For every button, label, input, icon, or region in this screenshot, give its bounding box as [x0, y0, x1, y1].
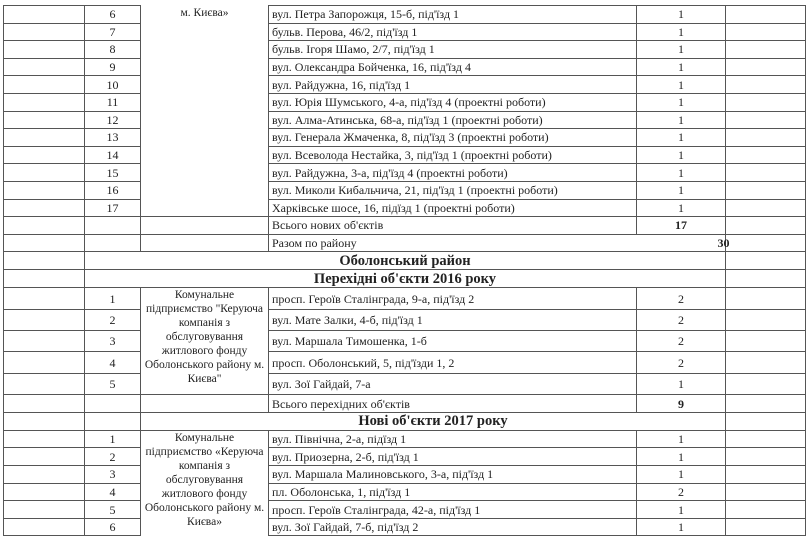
blank-cell	[4, 93, 85, 111]
row-number: 1	[85, 430, 141, 448]
table-row	[4, 111, 806, 129]
blank-cell	[4, 234, 85, 252]
district-title: Оболонський район	[85, 252, 726, 270]
address-cell: вул. Алма-Атинська, 68-а, під'їзд 1 (проектні роботи)	[269, 111, 637, 129]
district-header-row	[4, 252, 806, 270]
table-row	[4, 76, 806, 94]
table-row	[4, 164, 806, 182]
district-total-label: Разом по району	[272, 236, 357, 251]
row-number: 1	[85, 288, 141, 309]
blank-cell	[726, 217, 806, 235]
blank-cell	[726, 41, 806, 59]
address-cell: вул. Мате Залки, 4-б, під'їзд 1	[269, 309, 637, 330]
table-row	[4, 41, 806, 59]
total-new-row	[4, 217, 806, 235]
address-cell: бульв. Перова, 46/2, під'їзд 1	[269, 23, 637, 41]
address-cell: вул. Зої Гайдай, 7-а	[269, 373, 637, 394]
blank-cell	[4, 199, 85, 217]
blank-cell	[4, 288, 85, 309]
new-objects-title: Нові об'єкти 2017 року	[141, 412, 726, 430]
transitional-title: Перехідні об'єкти 2016 року	[85, 270, 726, 288]
count-cell: 1	[637, 501, 726, 519]
address-cell: вул. Райдужна, 16, під'їзд 1	[269, 76, 637, 94]
blank-cell	[4, 373, 85, 394]
address-cell: вул. Олександра Бойченка, 16, під'їзд 4	[269, 58, 637, 76]
count-cell: 2	[637, 352, 726, 373]
address-cell: просп. Героїв Сталінграда, 9-а, під'їзд 2	[269, 288, 637, 309]
blank-cell	[85, 412, 141, 430]
count-cell: 1	[637, 146, 726, 164]
table-row	[4, 518, 806, 536]
address-cell: вул. Приозерна, 2-б, під'їзд 1	[269, 448, 637, 466]
blank-cell	[726, 395, 806, 413]
blank-cell	[726, 111, 806, 129]
table-row	[4, 146, 806, 164]
district-total-cell	[269, 234, 730, 252]
blank-cell	[726, 518, 806, 536]
blank-cell	[4, 6, 85, 24]
blank-cell	[726, 412, 806, 430]
address-cell: вул. Північна, 2-а, підїзд 1	[269, 430, 637, 448]
blank-cell	[4, 41, 85, 59]
blank-cell	[4, 466, 85, 484]
blank-cell	[726, 146, 806, 164]
blank-cell	[4, 217, 85, 235]
blank-cell	[4, 76, 85, 94]
row-number: 12	[85, 111, 141, 129]
table-row	[4, 448, 806, 466]
blank-cell	[726, 270, 806, 288]
blank-cell	[4, 129, 85, 147]
total-new-value: 17	[637, 217, 726, 235]
section-header-row	[4, 412, 806, 430]
organization-cell: м. Києва»	[180, 6, 229, 19]
address-cell: вул. Миколи Кибальчича, 21, під'їзд 1 (проектні роботи)	[269, 181, 637, 199]
blank-cell	[726, 6, 806, 24]
blank-cell	[4, 412, 85, 430]
blank-cell	[4, 181, 85, 199]
row-number: 11	[85, 93, 141, 111]
district-total-row	[4, 234, 806, 252]
count-cell: 1	[637, 58, 726, 76]
blank-cell	[726, 309, 806, 330]
count-cell: 2	[637, 483, 726, 501]
count-cell: 1	[637, 6, 726, 24]
table-row	[4, 199, 806, 217]
address-cell: вул. Генерала Жмаченка, 8, під'їзд 3 (проектні роботи)	[269, 129, 637, 147]
address-cell: вул. Маршала Малиновського, 3-а, під'їзд 1	[269, 466, 637, 484]
count-cell: 1	[637, 518, 726, 536]
row-number: 13	[85, 129, 141, 147]
blank-cell	[85, 217, 141, 235]
blank-cell	[726, 483, 806, 501]
table-row	[4, 23, 806, 41]
blank-cell	[726, 93, 806, 111]
blank-cell	[726, 58, 806, 76]
blank-cell	[726, 352, 806, 373]
blank-cell	[726, 181, 806, 199]
count-cell: 1	[637, 129, 726, 147]
row-number: 6	[85, 518, 141, 536]
address-cell: вул. Юрія Шумського, 4-а, під'їзд 4 (проектні роботи)	[269, 93, 637, 111]
address-cell: вул. Всеволода Нестайка, 3, під'їзд 1 (проектні роботи)	[269, 146, 637, 164]
blank-cell	[4, 483, 85, 501]
blank-cell	[4, 146, 85, 164]
document-table	[3, 5, 805, 536]
table-row	[4, 58, 806, 76]
blank-cell	[4, 309, 85, 330]
table-row	[4, 129, 806, 147]
count-cell: 1	[637, 93, 726, 111]
blank-cell	[726, 466, 806, 484]
blank-cell	[726, 129, 806, 147]
section-header-row	[4, 270, 806, 288]
blank-cell	[4, 270, 85, 288]
blank-cell	[726, 288, 806, 309]
count-cell: 1	[637, 466, 726, 484]
blank-cell	[4, 501, 85, 519]
total-transitional-row	[4, 395, 806, 413]
row-number: 5	[85, 373, 141, 394]
row-number: 6	[85, 6, 141, 24]
address-cell: вул. Маршала Тимошенка, 1-б	[269, 331, 637, 352]
count-cell: 1	[637, 199, 726, 217]
row-number: 2	[85, 309, 141, 330]
address-cell: просп. Героїв Сталінграда, 42-а, під'їзд 1	[269, 501, 637, 519]
blank-cell	[4, 252, 85, 270]
row-number: 8	[85, 41, 141, 59]
total-new-label: Всього нових об'єктів	[269, 217, 637, 235]
row-number: 16	[85, 181, 141, 199]
blank-cell	[4, 331, 85, 352]
blank-cell	[141, 217, 269, 235]
blank-cell	[726, 448, 806, 466]
blank-cell	[4, 395, 85, 413]
blank-cell	[4, 23, 85, 41]
address-cell: пл. Оболонська, 1, під'їзд 1	[269, 483, 637, 501]
organization-cell: Комунальне підприємство "Керуюча компанія з обслуговування житлового фонду Оболонського району м. Києва"	[141, 288, 269, 395]
row-number: 3	[85, 466, 141, 484]
blank-cell	[726, 252, 806, 270]
count-cell: 1	[637, 41, 726, 59]
blank-cell	[726, 501, 806, 519]
table-row	[4, 483, 806, 501]
table-row	[4, 181, 806, 199]
table-row	[4, 430, 806, 448]
blank-cell	[726, 373, 806, 394]
blank-cell	[141, 395, 269, 413]
count-cell: 1	[637, 76, 726, 94]
address-cell: вул. Зої Гайдай, 7-б, під'їзд 2	[269, 518, 637, 536]
row-number: 5	[85, 501, 141, 519]
count-cell: 1	[637, 23, 726, 41]
address-cell: просп. Оболонський, 5, під'їзди 1, 2	[269, 352, 637, 373]
blank-cell	[4, 352, 85, 373]
address-cell: Харківське шосе, 16, підїзд 1 (проектні роботи)	[269, 199, 637, 217]
address-cell: вул. Райдужна, 3-а, під'їзд 4 (проектні роботи)	[269, 164, 637, 182]
blank-cell	[4, 448, 85, 466]
table-row	[4, 93, 806, 111]
total-transitional-value: 9	[637, 395, 726, 413]
objects-table	[3, 5, 806, 536]
count-cell: 1	[637, 448, 726, 466]
table-row	[4, 331, 806, 352]
blank-cell	[726, 331, 806, 352]
blank-cell	[4, 164, 85, 182]
blank-cell	[4, 58, 85, 76]
row-number: 2	[85, 448, 141, 466]
count-cell: 1	[637, 430, 726, 448]
district-total-value: 30	[717, 235, 730, 250]
count-cell: 2	[637, 288, 726, 309]
row-number: 9	[85, 58, 141, 76]
table-row	[4, 309, 806, 330]
count-cell: 1	[637, 181, 726, 199]
row-number: 3	[85, 331, 141, 352]
count-cell: 2	[637, 331, 726, 352]
blank-cell	[726, 430, 806, 448]
blank-cell	[85, 395, 141, 413]
row-number: 14	[85, 146, 141, 164]
table-row	[4, 373, 806, 394]
count-cell: 2	[637, 309, 726, 330]
row-number: 4	[85, 483, 141, 501]
address-cell: бульв. Ігоря Шамо, 2/7, під'їзд 1	[269, 41, 637, 59]
row-number: 10	[85, 76, 141, 94]
organization-cell: Комунальне підприємство «Керуюча компанія з обслуговування житлового фонду Оболонського району м. Києва»	[141, 430, 269, 536]
row-number: 7	[85, 23, 141, 41]
total-transitional-label: Всього перехідних об'єктів	[269, 395, 637, 413]
row-number: 15	[85, 164, 141, 182]
blank-cell	[4, 518, 85, 536]
blank-cell	[4, 111, 85, 129]
table-row	[4, 466, 806, 484]
table-row	[4, 501, 806, 519]
count-cell: 1	[637, 164, 726, 182]
blank-cell	[726, 76, 806, 94]
blank-cell	[726, 164, 806, 182]
blank-cell	[85, 234, 141, 252]
row-number: 4	[85, 352, 141, 373]
table-row	[4, 352, 806, 373]
blank-cell	[726, 199, 806, 217]
table-row	[4, 6, 806, 24]
table-row	[4, 288, 806, 309]
count-cell: 1	[637, 373, 726, 394]
blank-cell	[726, 23, 806, 41]
count-cell: 1	[637, 111, 726, 129]
blank-cell	[141, 234, 269, 252]
row-number: 17	[85, 199, 141, 217]
address-cell: вул. Петра Запорожця, 15-б, під'їзд 1	[269, 6, 637, 24]
blank-cell	[4, 430, 85, 448]
